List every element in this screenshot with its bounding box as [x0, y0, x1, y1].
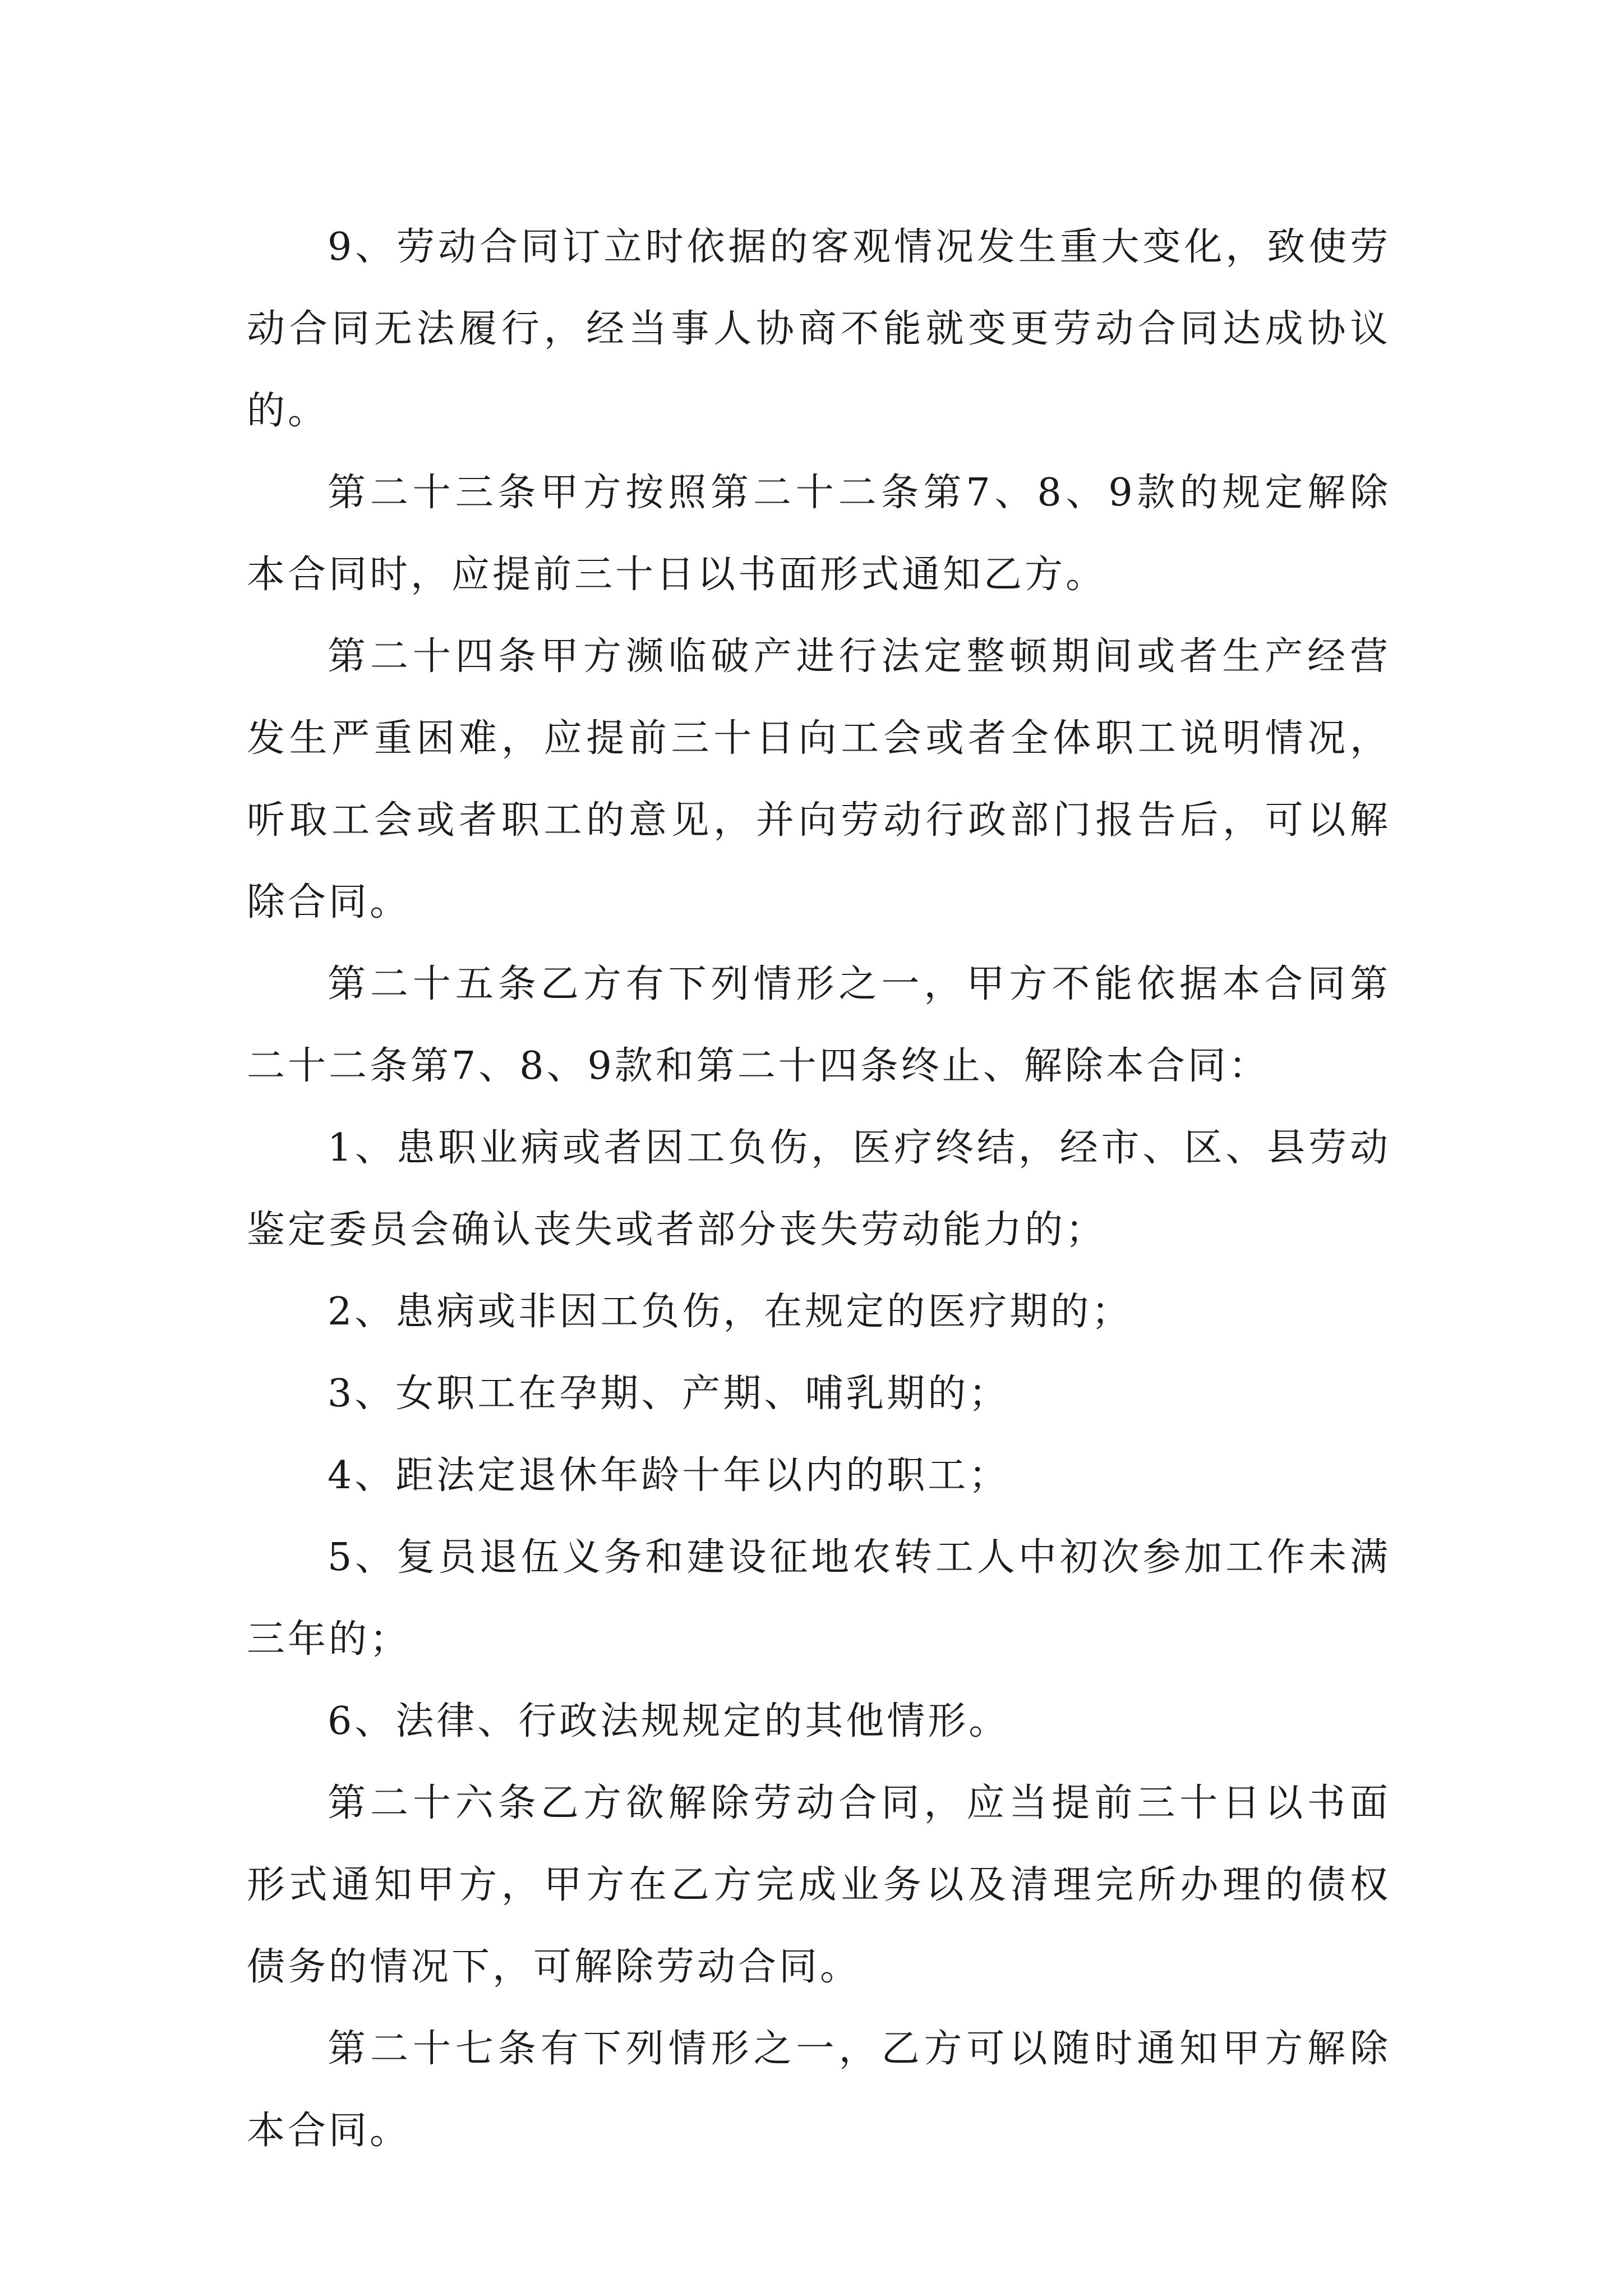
paragraph-article-26: 第二十六条乙方欲解除劳动合同，应当提前三十日以书面形式通知甲方，甲方在乙方完成业务以及清理完所办理的债权债务的情况下，可解除劳动合同。	[247, 1781, 1391, 1989]
paragraph-item-5: 5、复员退伍义务和建设征地农转工人中初次参加工作未满三年的；	[247, 1535, 1391, 1662]
paragraph-item-2: 2、患病或非因工负伤，在规定的医疗期的；	[328, 1290, 1133, 1334]
paragraph-article-24: 第二十四条甲方濒临破产进行法定整顿期间或者生产经营发生严重困难，应提前三十日向工会或者全体职工说明情况，听取工会或者职工的意见，并向劳动行政部门报告后，可以解除合同。	[247, 634, 1391, 924]
paragraph-article-25: 第二十五条乙方有下列情形之一，甲方不能依据本合同第二十二条第7、8、9款和第二十四条终止、解除本合同：	[247, 962, 1391, 1088]
paragraph-item-4: 4、距法定退休年龄十年以内的职工；	[328, 1453, 1010, 1498]
paragraph-item-3: 3、女职工在孕期、产期、哺乳期的；	[328, 1372, 1010, 1416]
paragraph-article-23: 第二十三条甲方按照第二十二条第7、8、9款的规定解除本合同时，应提前三十日以书面形式通知乙方。	[247, 471, 1391, 597]
paragraph-item-1: 1、患职业病或者因工负伤，医疗终结，经市、区、县劳动鉴定委员会确认丧失或者部分丧失劳动能力的；	[247, 1126, 1391, 1252]
document-body	[247, 206, 1391, 2172]
paragraph-clause-9: 9、劳动合同订立时依据的客观情况发生重大变化，致使劳动合同无法履行，经当事人协商不能就变更劳动合同达成协议的。	[247, 225, 1391, 433]
paragraph-item-6: 6、法律、行政法规规定的其他情形。	[328, 1699, 1010, 1743]
paragraph-article-27: 第二十七条有下列情形之一，乙方可以随时通知甲方解除本合同。	[247, 2027, 1391, 2153]
